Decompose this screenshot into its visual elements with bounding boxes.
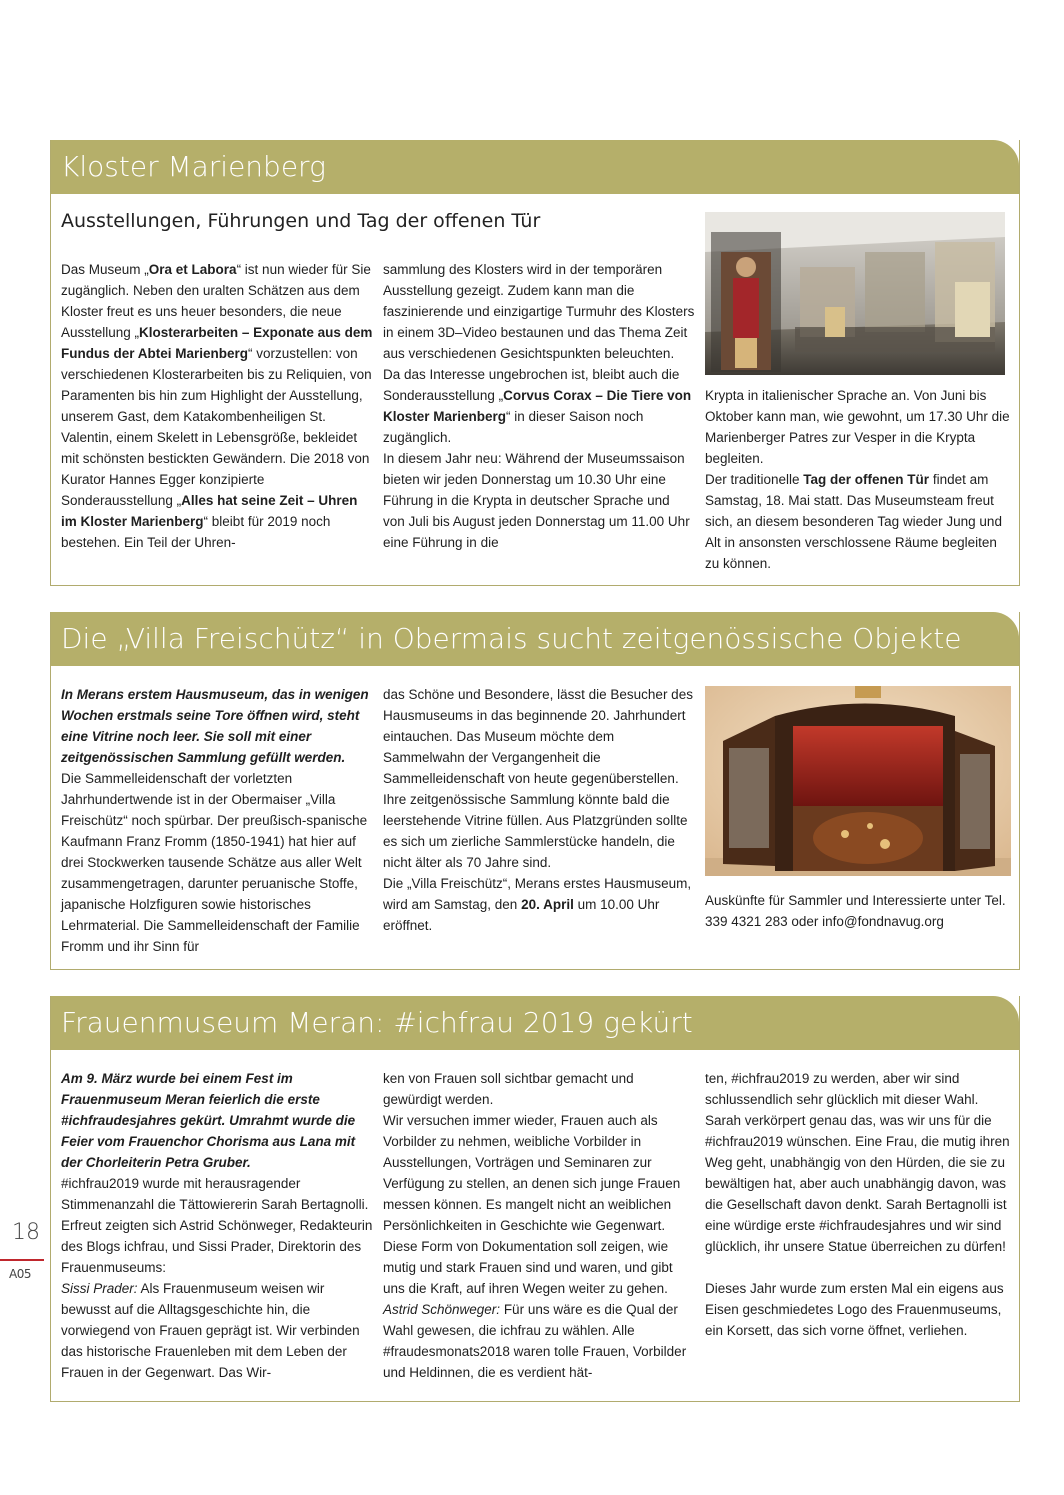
section-villa-freischuetz (50, 612, 1020, 970)
article-column-1: In Merans erstem Hausmuseum, das in wenigen Wochen erstmals seine Tore öffnen wird, steht eine Vitrine noch leer. Sie soll mit einer zeitgenössischen Sammlung gefüllt werden. Die Sammelleidenschaft der vorletzten Jahrhundertwende ist in der Obermaiser „Villa Freischütz“ noch spürbar. Der preußisch-spanische Kaufmann Franz Fromm (1850-1941) hat hier auf drei Stockwerken tausende Schätze aus aller Welt zusammengetragen, darunter peruanische Stoffe, japanische Holzfiguren sowie historisches Lehrmaterial. Die Sammelleidenschaft der Familie Fromm und ihr Sinn für (61, 687, 369, 954)
page-number: 18 (12, 1220, 40, 1245)
section-subtitle: Ausstellungen, Führungen und Tag der offenen Tür (61, 210, 541, 232)
page-marker-rule (0, 1259, 44, 1261)
article-column-2: sammlung des Klosters wird in der temporären Ausstellung gezeigt. Zudem kann man die faszinierende und einzigartige Turmuhr des Klosters in einem 3D–Video bestaunen und das Thema Zeit aus verschiedenen Gesichtspunkten beleuchten. Da das Interesse ungebrochen ist, bleibt auch die Sonderausstellung „Corvus Corax – Die Tiere von Kloster Marienberg“ in dieser Saison noch zugänglich. In diesem Jahr neu: Während der Museumssaison bieten wir jeden Donnerstag um 10.30 Uhr eine Führung in die Krypta in deutscher Sprache und von Juli bis August jeden Donnerstag um 11.00 Uhr eine Führung in die (383, 262, 695, 550)
article-column-2: das Schöne und Besondere, lässt die Besucher des Hausmuseums in das beginnende 20. Jahrhundert eintauchen. Das Museum möchte dem Sammelwahn der Vergangenheit die Sammelleidenschaft von heute gegenüberstellen. Ihre zeitgenössische Sammlung könnte bald die leerstehende Vitrine füllen. Aus Platzgründen sollte es sich um zierliche Sammlerstücke handeln, die nicht älter als 70 Jahre sind. Die „Villa Freischütz“, Merans erstes Hausmuseum, wird am Samstag, den 20. April um 10.00 Uhr eröffnet. (383, 687, 693, 933)
section-kloster-marienberg (50, 140, 1020, 586)
photo-empty-vitrine (705, 686, 1011, 876)
section-frauenmuseum (50, 996, 1020, 1402)
page-code: A05 (9, 1267, 31, 1281)
article-column-1: Am 9. März wurde bei einem Fest im Frauenmuseum Meran feierlich die erste #ichfraudesjahres gekürt. Umrahmt wurde die Feier vom Frauenchor Chorisma aus Lana mit der Chorleiterin Petra Gruber. #ichfrau2019 wurde mit herausragender Stimmenanzahl die Tättowiererin Sarah Bertagnolli. Erfreut zeigten sich Astrid Schönweger, Redakteurin des Blogs ichfrau, und Sissi Prader, Direktorin des Frauenmuseums: Sissi Prader: Als Frauenmuseum weisen wir bewusst auf die Alltagsgeschichte hin, die vorwiegend von Frauen geprägt ist. Wir verbinden das historische Frauenleben mit dem Leben der Frauen in der Gegenwart. Das Wir- (61, 1071, 373, 1380)
article-column-3: Auskünfte für Sammler und Interessierte unter Tel. 339 4321 283 oder info@fondnavug.org (705, 893, 1006, 929)
photo-museum-crypt-exhibition (705, 212, 1005, 375)
section-title: Kloster Marienberg (51, 140, 1019, 194)
article-column-3: Krypta in italienischer Sprache an. Von Juni bis Oktober kann man, wie gewohnt, um 17.30 Uhr die Marienberger Patres zur Vesper in die Krypta begleiten. Der traditionelle Tag der offenen Tür findet am Samstag, 18. Mai statt. Das Museumsteam freut sich, an diesem besonderen Tag wieder Jung und Alt in ansonsten verschlossene Räume begleiten zu können. (705, 388, 1010, 571)
article-column-3: ten, #ichfrau2019 zu werden, aber wir sind schlussendlich sehr glücklich mit dieser Wahl. Sarah verkörpert genau das, was wir uns für die #ichfrau2019 wünschen. Eine Frau, die mutig ihren Weg geht, unabhängig von den Hürden, die sie zu bewältigen hat, aber auch unabhängig davon, was die Gesellschaft davon denkt. Sarah Bertagnolli ist eine würdige erste #ichfraudesjahres und wir sind glücklich, ihr unsere Statue überreichen zu dürfen! Dieses Jahr wurde zum ersten Mal ein eigens aus Eisen geschmiedetes Logo des Frauenmuseums, ein Korsett, das sich vorne öffnet, verliehen. (705, 1071, 1010, 1338)
article-column-2: ken von Frauen soll sichtbar gemacht und gewürdigt werden. Wir versuchen immer wieder, Frauen auch als Vorbilder zu nehmen, weibliche Vorbilder in Ausstellungen, Vorträgen und Seminaren zur Verfügung zu stellen, an denen sich junge Frauen messen können. Es mangelt nicht an weiblichen Persönlichkeiten in Geschichte wie Gegenwart. Diese Form von Dokumentation soll zeigen, wie mutig und stark Frauen sind und waren, und gibt uns die Kraft, auf ihren Wegen weiter zu gehen. Astrid Schönweger: Für uns wäre es die Qual der Wahl gewesen, die ichfrau zu wählen. Alle #fraudesmonats2018 waren tolle Frauen, Vorbilder und Heldinnen, die es verdient hät- (383, 1071, 687, 1380)
section-title: Frauenmuseum Meran: #ichfrau 2019 gekürt (51, 996, 1019, 1050)
section-title: Die „Villa Freischütz“ in Obermais sucht zeitgenössische Objekte (51, 612, 1019, 666)
article-column-1: Das Museum „Ora et Labora“ ist nun wieder für Sie zugänglich. Neben den uralten Schätzen aus dem Kloster freut es uns heuer besonders, die neue Ausstellung „Klosterarbeiten – Exponate aus dem Fundus der Abtei Marienberg“ vorzustellen: von verschiedenen Klosterarbeiten bis zu Reliquien, von Paramenten bis hin zum Highlight der Ausstellung, unserem Gast, dem Katakombenheiligen St. Valentin, einem Skelett in Lebensgröße, bekleidet mit schönsten bestickten Gewändern. Die 2018 von Kurator Hannes Egger konzipierte Sonderausstellung „Alles hat seine Zeit – Uhren im Kloster Marienberg“ bleibt für 2019 noch bestehen. Ein Teil der Uhren- (61, 262, 373, 550)
